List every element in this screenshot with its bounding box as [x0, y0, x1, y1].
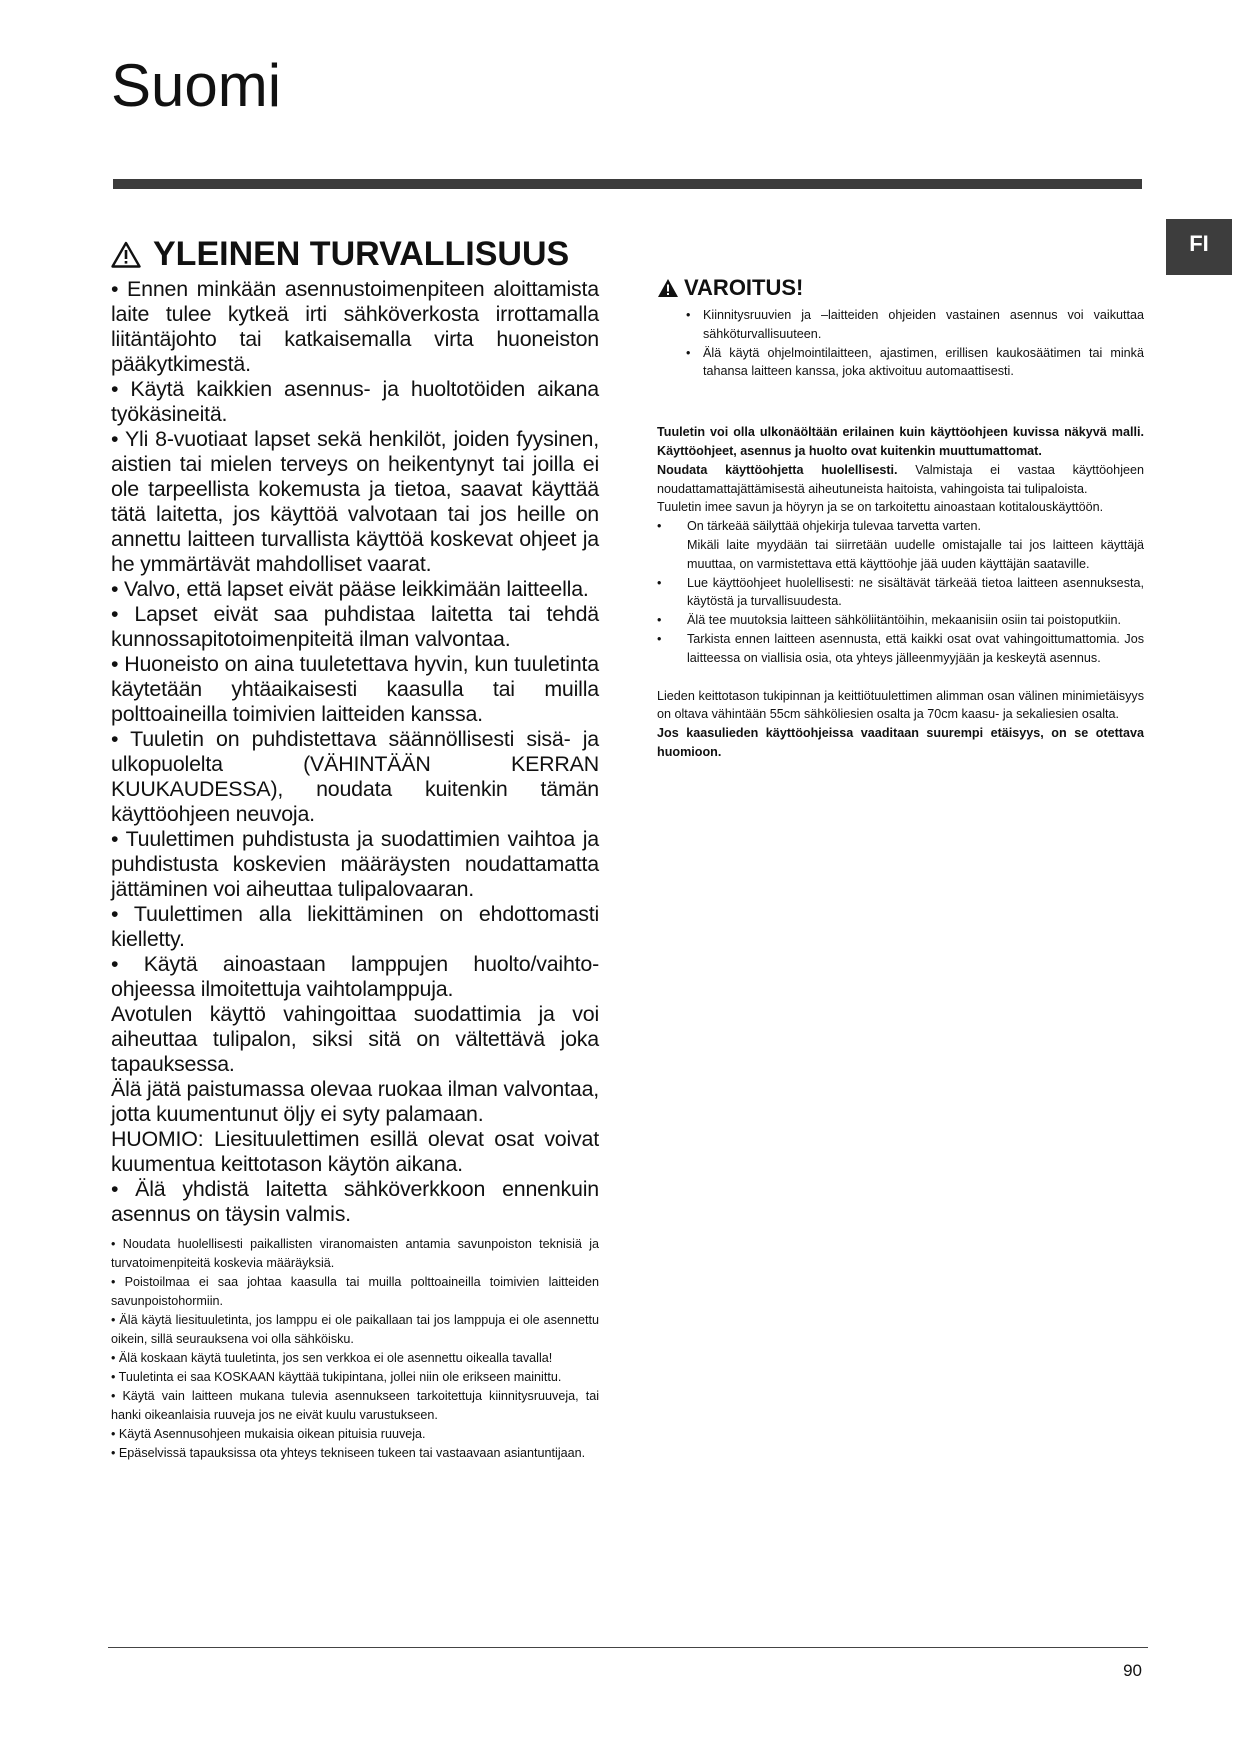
safety-paragraph: • Yli 8-vuotiaat lapset sekä henkilöt, joiden fyysinen, aistien tai mielen terveys on heikentynyt tai joilla ei ole tarpeellista kokemusta ja tietoa, saavat käyttää tätä laitetta, jos käyttöä valvotaan tai jos heille on annettu laitteen turvallista käyttöä koskevat ohjeet ja he ymmärtävät mahdolliset vaarat. — [111, 427, 599, 576]
safety-paragraph: • Älä yhdistä laitetta sähköverkkoon ennenkuin asennus on täysin valmis. — [111, 1177, 599, 1226]
info-block — [657, 423, 1144, 667]
safety-paragraph: • Lapset eivät saa puhdistaa laitetta tai tehdä kunnossapitotoimenpiteitä ilman valvontaa. — [111, 602, 599, 651]
warning-triangle-icon — [111, 241, 141, 268]
info-usage-text: Tuuletin imee savun ja höyryn ja se on tarkoitettu ainoastaan kotitalouskäyttöön. — [657, 500, 1104, 515]
warning-item: • Älä käytä ohjelmointilaitteen, ajastimen, erillisen kaukosäätimen tai minkä tahansa laitteen kanssa, joka aktivoituu automaattisesti. — [657, 344, 1144, 382]
language-tab: FI — [1166, 219, 1232, 275]
info-bold-intro: Tuuletin voi olla ulkonäöltään erilainen kuin käyttöohjeen kuvissa näkyvä malli. Käyttöohjeet, asennus ja huolto ovat kuitenkin muuttumattomat. — [657, 425, 1144, 458]
warning-list — [657, 306, 1144, 381]
info-follow-text: Valmistaja ei vastaa käyttöohjeen noudattamattajättämisestä aiheutuneista haitoista, vahingoista tai tulipaloista. — [657, 462, 1144, 496]
safety-note: • Käytä vain laitteen mukana tulevia asennukseen tarkoitettuja kiinnitysruuveja, tai hanki oikeanlaisia ruuveja jos ne eivät kuulu varustukseen. — [111, 1389, 599, 1422]
info-follow-bold: Noudata käyttöohjetta huolellisesti. — [657, 462, 898, 477]
safety-paragraph: • Tuuletin on puhdistettava säännöllisesti sisä- ja ulkopuolelta (VÄHINTÄÄN KERRAN KUUKAUDESSA), noudata kuitenkin tämän käyttöohjeen neuvoja. — [111, 727, 599, 826]
safety-heading-text: YLEINEN TURVALLISUUS — [153, 235, 570, 273]
safety-small-notes — [111, 1235, 599, 1463]
info-list — [657, 517, 1144, 667]
safety-note: • Epäselvissä tapauksissa ota yhteys tekniseen tukeen tai vastaavaan asiantuntijaan. — [111, 1446, 586, 1460]
safety-paragraph: Älä jätä paistumassa olevaa ruokaa ilman valvontaa, jotta kuumentunut öljy ei syty palamaan. — [111, 1077, 600, 1126]
safety-note: • Älä koskaan käytä tuuletinta, jos sen verkkoa ei ole asennettu oikealla tavalla! — [111, 1351, 553, 1365]
title-divider — [113, 179, 1142, 189]
safety-paragraph: • Valvo, että lapset eivät pääse leikkimään laitteella. — [111, 577, 589, 601]
info-item: • Älä tee muutoksia laitteen sähköliitäntöihin, mekaanisiin osiin tai poistoputkiin. — [657, 611, 1144, 630]
safety-note: • Poistoilmaa ei saa johtaa kaasulla tai muilla polttoaineilla toimivien laitteiden savunpoistohormiin. — [111, 1275, 599, 1308]
info-item: • Lue käyttöohjeet huolellisesti: ne sisältävät tärkeää tietoa laitteen asennuksesta, käytöstä ja turvallisuudesta. — [657, 574, 1144, 612]
warning-heading — [657, 274, 1144, 302]
distance-bold: Jos kaasulieden käyttöohjeissa vaaditaan suurempi etäisyys, on se otettava huomioon. — [657, 726, 1144, 759]
page-title: Suomi — [111, 52, 282, 119]
safety-section — [111, 234, 599, 1463]
warning-filled-icon — [657, 278, 679, 298]
warning-heading-text: VAROITUS! — [684, 275, 804, 300]
safety-paragraph: Avotulen käyttö vahingoittaa suodattimia ja voi aiheuttaa tulipalon, siksi sitä on vältettävä joka tapauksessa. — [111, 1002, 599, 1076]
safety-note: • Älä käytä liesituuletinta, jos lamppu ei ole paikallaan tai jos lamppuja ei ole asennettu oikein, sillä seurauksena voi olla sähköisku. — [111, 1313, 599, 1346]
safety-paragraph: HUOMIO: Liesituulettimen esillä olevat osat voivat kuumentua keittotason käytön aikana. — [111, 1127, 599, 1176]
safety-paragraph: • Käytä kaikkien asennus- ja huoltotöiden aikana työkäsineitä. — [111, 377, 599, 426]
safety-note: • Noudata huolellisesti paikallisten viranomaisten antamia savunpoiston teknisiä ja turvatoimenpiteitä koskevia määräyksiä. — [111, 1237, 599, 1270]
safety-paragraph: • Tuulettimen puhdistusta ja suodattimien vaihtoa ja puhdistusta koskevien määräysten noudattamatta jättäminen voi aiheuttaa tulipalovaaran. — [111, 827, 599, 901]
info-item: • Tarkista ennen laitteen asennusta, että kaikki osat ovat vahingoittumattomia. Jos laitteessa on viallisia osia, ota yhteys jälleenmyyjään ja keskeytä asennus. — [657, 630, 1144, 668]
safety-paragraph: • Käytä ainoastaan lamppujen huolto/vaihto-ohjeessa ilmoitettuja vaihtolamppuja. — [111, 952, 599, 1001]
info-follow-paragraph — [657, 461, 1144, 499]
distance-block — [657, 687, 1144, 762]
safety-paragraph: • Ennen minkään asennustoimenpiteen aloittamista laite tulee kytkeä irti sähköverkosta irrottamalla liitäntäjohto tai katkaisemalla virta huoneiston pääkytkimestä. — [111, 277, 599, 376]
warning-item: • Kiinnitysruuvien ja –laitteiden ohjeiden vastainen asennus voi vaikuttaa sähköturvallisuuteen. — [657, 306, 1144, 344]
safety-paragraph: • Tuulettimen alla liekittäminen on ehdottomasti kielletty. — [111, 902, 599, 951]
warning-section — [657, 274, 1144, 762]
safety-heading — [111, 234, 599, 274]
info-item: • On tärkeää säilyttää ohjekirja tulevaa tarvetta varten. Mikäli laite myydään tai siirretään uudelle omistajalle tai jos laitteen käyttäjä muuttaa, on varmistettava että käyttöohje jää uuden käyttäjän saataville. — [657, 517, 1144, 573]
safety-note: • Käytä Asennusohjeen mukaisia oikean pituisia ruuveja. — [111, 1427, 426, 1441]
distance-text: Lieden keittotason tukipinnan ja keittiötuulettimen alimman osan välinen minimietäisyys on oltava vähintään 55cm sähköliesien osalta ja 70cm kaasu- ja sekaliesien osalta. — [657, 688, 1144, 722]
footer-divider — [108, 1647, 1148, 1648]
safety-paragraph: • Huoneisto on aina tuuletettava hyvin, kun tuuletinta käytetään yhtäaikaisesti kaasulla tai muilla polttoaineilla toimivien laitteiden kanssa. — [111, 652, 599, 726]
page-number: 90 — [1123, 1661, 1142, 1680]
safety-note: • Tuuletinta ei saa KOSKAAN käyttää tukipintana, jollei niin ole erikseen mainittu. — [111, 1370, 562, 1384]
